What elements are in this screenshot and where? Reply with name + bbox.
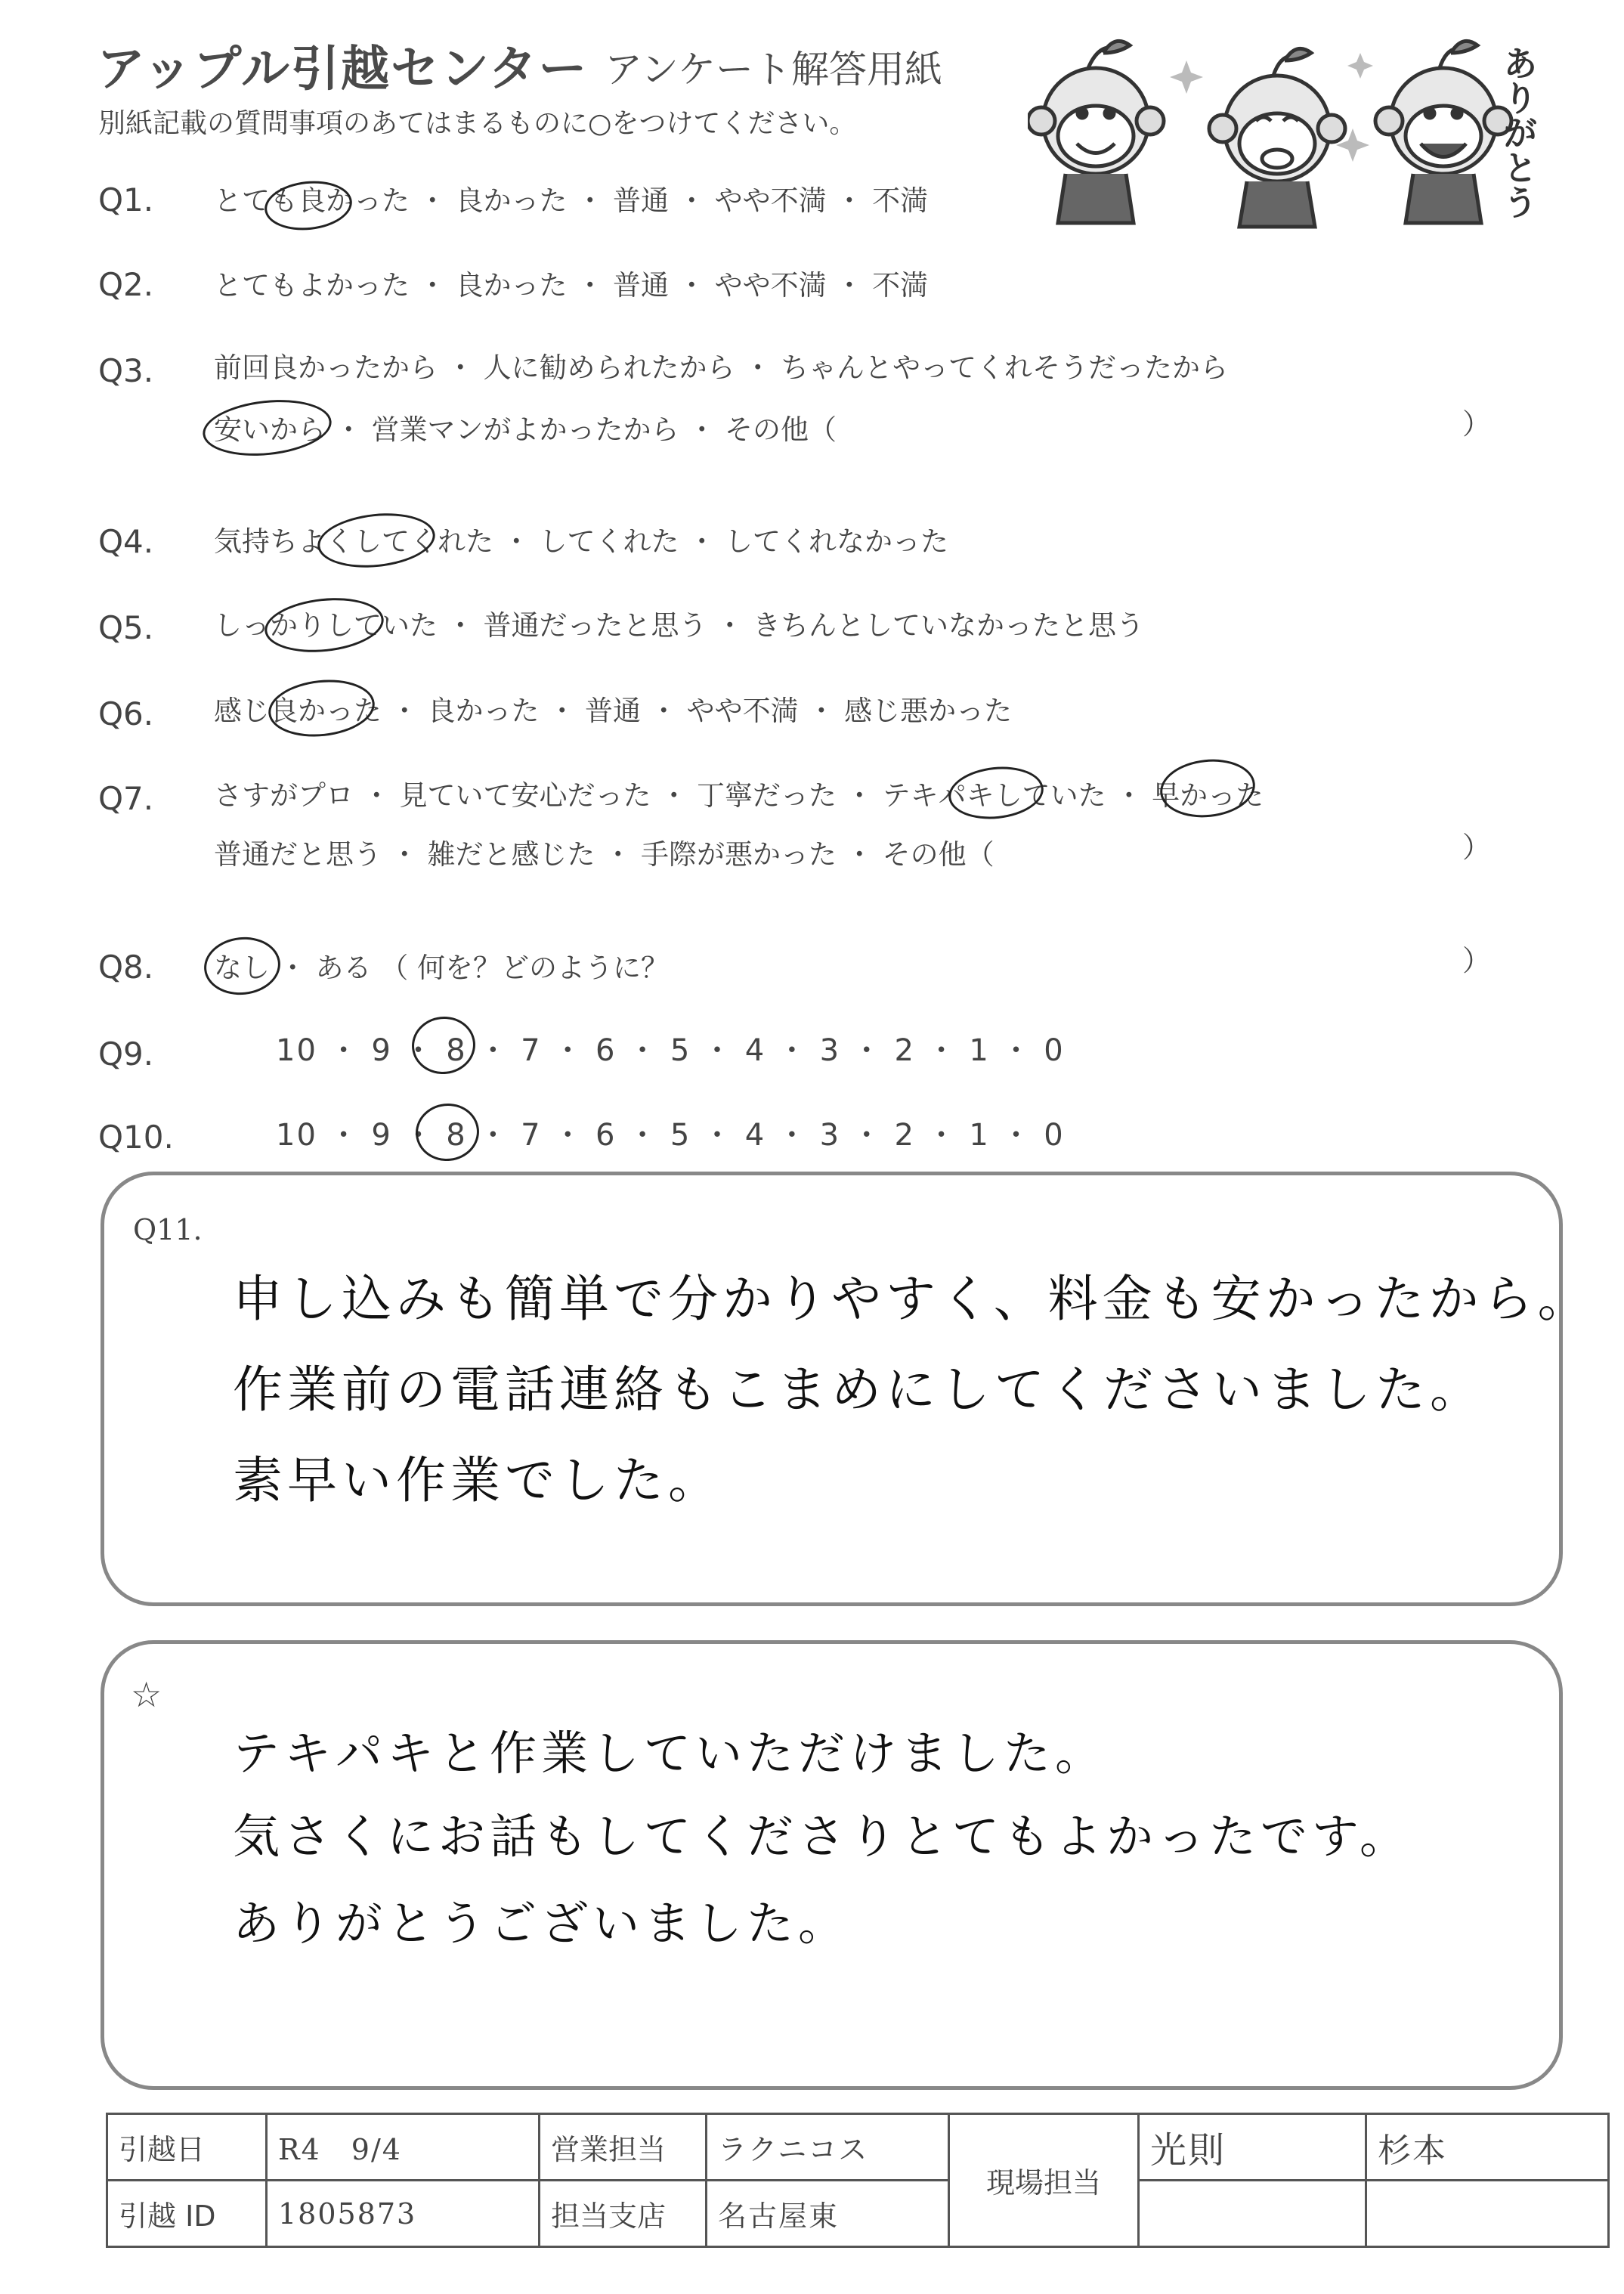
q4-number: Q4. (98, 523, 154, 560)
q11-line-2: 作業前の電話連絡もこまめにしてくださいました。 (233, 1361, 1484, 1419)
q8-close-paren: ） (1462, 944, 1492, 977)
q6-number: Q6. (98, 695, 154, 732)
q3-options-line2: 安いから ・ 営業マンがよかったから ・ その他（ (214, 413, 837, 446)
staff-comment-line-1: テキパキと作業していただけました。 (233, 1726, 1107, 1781)
branch-value: 名古屋東 (707, 2181, 949, 2247)
q7-options-line2: 普通だと思う ・ 雑だと感じた ・ 手際が悪かった ・ その他（ (214, 838, 995, 871)
site-staff-empty-2 (1366, 2181, 1609, 2247)
star-icon: ☆ (131, 1674, 162, 1715)
instruction-text: 別紙記載の質問事項のあてはまるものに○をつけてください。 (98, 108, 857, 139)
q3-answer-circle (200, 394, 335, 461)
q3-number: Q3. (98, 352, 154, 389)
q6-options: 感じ良かった ・ 良かった ・ 普通 ・ やや不満 ・ 感じ悪かった (214, 695, 1013, 727)
mascot-illustration (1028, 30, 1542, 234)
q2-options: とてもよかった ・ 良かった ・ 普通 ・ やや不満 ・ 不満 (214, 269, 929, 302)
site-staff-1: 光則 (1139, 2114, 1366, 2181)
q11-line-3: 素早い作業でした。 (233, 1451, 722, 1509)
q7-number: Q7. (98, 780, 154, 817)
mascot-monkey-icon (1209, 48, 1345, 227)
staff-comment-line-2: 気さくにお話もしてくださりとてもよかったです。 (233, 1809, 1412, 1864)
q7-options-line1: さすがプロ ・ 見ていて安心だった ・ 丁寧だった ・ テキパキしていた ・ 早かった (214, 779, 1264, 812)
branch-label: 担当支店 (540, 2181, 707, 2247)
sales-label: 営業担当 (540, 2114, 707, 2181)
move-date-value: R4 9/4 (267, 2114, 540, 2181)
q5-options: しっかりしていた ・ 普通だったと思う ・ きちんとしていなかったと思う (214, 609, 1145, 642)
q3-options-line1: 前回良かったから ・ 人に勧められたから ・ ちゃんとやってくれそうだったから (214, 351, 1229, 384)
q1-number: Q1. (98, 181, 154, 218)
staff-comment-line-3: ありがとうございました。 (233, 1896, 850, 1951)
q10-answer-circle (413, 1101, 481, 1164)
q6-answer-circle (266, 675, 378, 741)
site-staff-empty-1 (1139, 2181, 1366, 2247)
q8-number: Q8. (98, 949, 154, 986)
move-id-label: 引越 ID (107, 2181, 267, 2247)
company-title: アップル引越センター (97, 42, 589, 98)
q10-scale: 10 ・ 9 ・ 8 ・ 7 ・ 6 ・ 5 ・ 4 ・ 3 ・ 2 ・ 1 ・ 0 (276, 1118, 1065, 1153)
q5-number: Q5. (98, 609, 154, 646)
q7-close-paren: ） (1462, 831, 1492, 864)
q3-close-paren: ） (1462, 407, 1492, 441)
move-date-label: 引越日 (107, 2114, 267, 2181)
mascot-monkey-icon (1375, 41, 1511, 223)
q1-options: とても良かった ・ 良かった ・ 普通 ・ やや不満 ・ 不満 (214, 184, 929, 217)
staff-comment-box (101, 1640, 1563, 2090)
thanks-vertical-text: ありがとう (1498, 45, 1539, 219)
q4-answer-circle (315, 508, 438, 573)
q9-scale: 10 ・ 9 ・ 8 ・ 7 ・ 6 ・ 5 ・ 4 ・ 3 ・ 2 ・ 1 ・ 0 (276, 1033, 1065, 1068)
move-id-value: 1805873 (267, 2181, 540, 2247)
q11-comment-box (101, 1172, 1592, 1606)
q9-number: Q9. (98, 1036, 154, 1073)
move-info-table (106, 2113, 1610, 2248)
q8-options: なし ・ ある （ 何を？どのように？ (214, 952, 670, 984)
q11-line-1: 申し込みも簡単で分かりやすく、料金も安かったから。 (233, 1270, 1592, 1328)
q7-answer-circle-1 (946, 763, 1046, 824)
q11-label: Q11. (133, 1213, 203, 1246)
site-staff-label: 現場担当 (949, 2114, 1139, 2247)
site-staff-2: 杉本 (1366, 2114, 1609, 2181)
q8-answer-circle (201, 933, 283, 998)
form-subtitle: アンケート解答用紙 (605, 48, 942, 91)
mascot-monkey-icon (1028, 41, 1164, 223)
sales-value: ラクニコス (707, 2114, 949, 2181)
q2-number: Q2. (98, 266, 154, 303)
q10-number: Q10. (98, 1119, 174, 1156)
q4-options: 気持ちよくしてくれた ・ してくれた ・ してくれなかった (214, 525, 949, 558)
